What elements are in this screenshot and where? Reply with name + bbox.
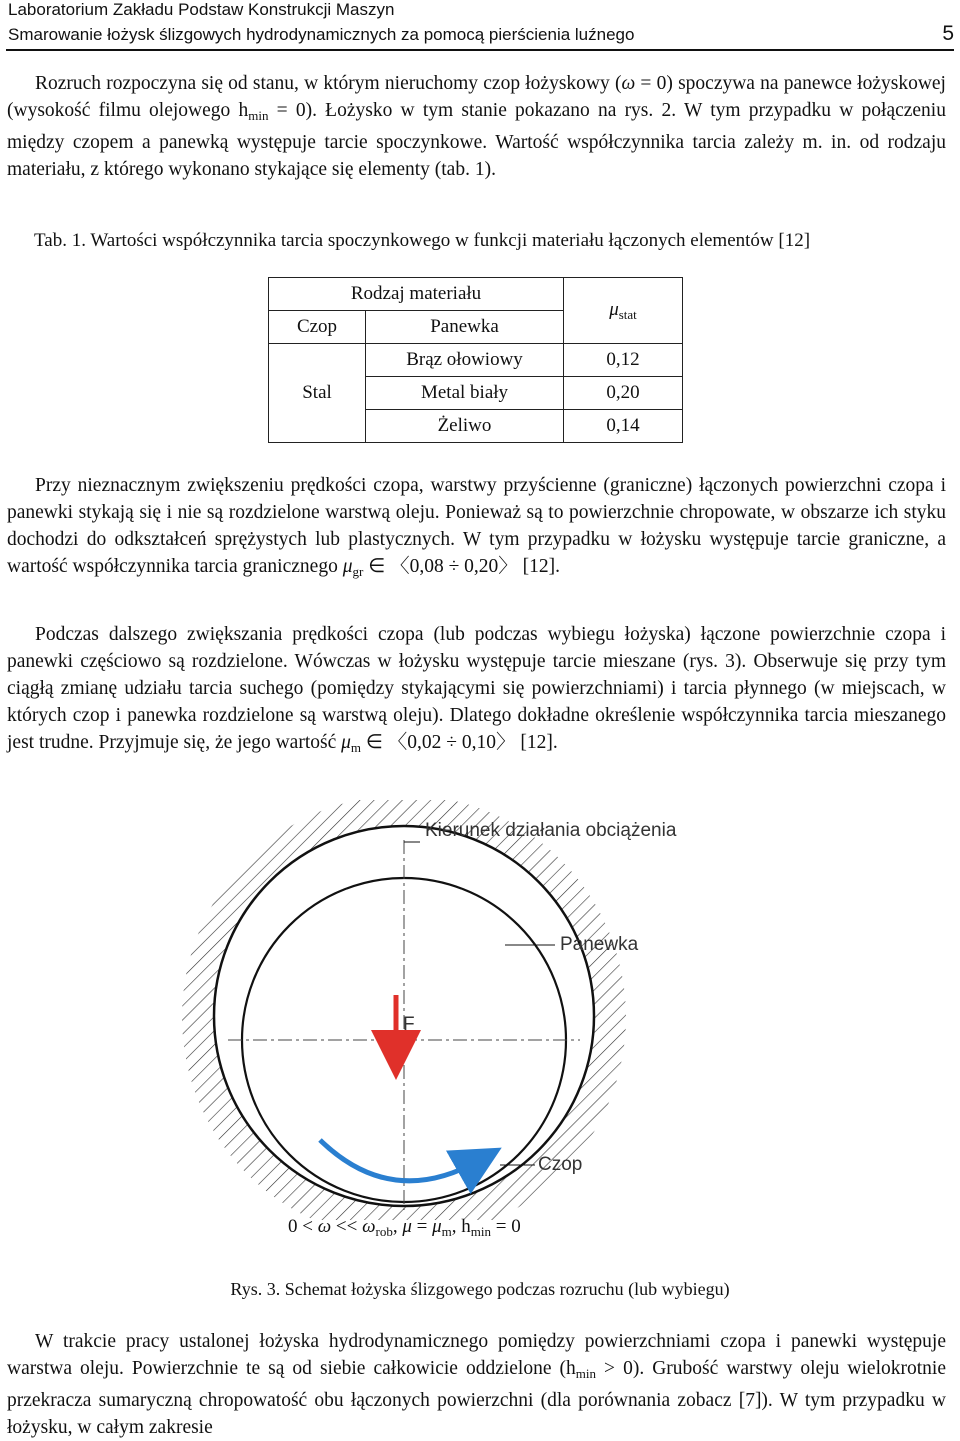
header-subtitle: Smarowanie łożysk ślizgowych hydrodynamicznych za pomocą pierścienia luźnego <box>8 25 635 44</box>
mu-gr-subscript: gr <box>352 564 364 579</box>
table-caption: Tab. 1. Wartości współczynnika tarcia spoczynkowego w funkcji materiału łączonych elementów [12] <box>34 230 811 251</box>
formula-part: , h <box>451 1216 471 1237</box>
table-cell-panewka: Metal biały <box>366 377 564 410</box>
table-header-material: Rodzaj materiału <box>269 278 564 311</box>
paragraph-mixed-text-1: Podczas dalszego zwiększania prędkości czopa (lub podczas wybiegu łożyska) łączone powierzchnie czopa i panewki częściowo są rozdzielone. Wówczas w łożysku występuje tarcie mieszane (rys. 3). Obserwuje się przy tym ciągłą zmianę udziału tarcia suchego (pomiędzy stykającymi się powierzchniami) i tarcia płynnego (w miejscach, w których czop i panewka rozdzielone są warstwą oleju). Dlatego dokładne określenie współczynnika tarcia mieszanego jest trudne. Przyjmuje się, że jego wartość <box>7 624 946 753</box>
formula-part: = 0 <box>491 1216 521 1237</box>
paragraph-startup-text-1: Rozruch rozpoczyna się od stanu, w którym nieruchomy czop łożyskowy ( <box>35 73 622 94</box>
label-czop: Czop <box>538 1154 583 1175</box>
formula-part: << <box>331 1216 363 1237</box>
paragraph-startup-text-2: = 0) spoczywa na panewce łożyskowej (wysokość filmu olejowego h <box>7 73 946 121</box>
formula-part: , <box>392 1216 403 1237</box>
paragraph-boundary-text-2: ∈ 〈0,08 ÷ 0,20〉 [12]. <box>363 556 561 577</box>
table-cell-mu: 0,14 <box>564 410 683 443</box>
min-subscript: min <box>470 1224 492 1239</box>
table-cell-panewka: Żeliwo <box>366 410 564 443</box>
rob-subscript: rob <box>375 1224 393 1239</box>
table-cell-panewka: Brąz ołowiowy <box>366 344 564 377</box>
mu-symbol: μ <box>432 1216 442 1237</box>
table-cell-czop: Stal <box>269 344 366 443</box>
formula-part: = <box>411 1216 433 1237</box>
table-header-mu <box>564 278 683 344</box>
mu-symbol: μ <box>609 298 619 320</box>
mu-m-subscript: m <box>350 740 362 755</box>
table-cell-mu: 0,12 <box>564 344 683 377</box>
hmin-subscript: min <box>575 1366 597 1381</box>
mu-m-symbol: μ <box>341 732 351 753</box>
label-load-direction: Kierunek działania obciążenia <box>425 820 677 841</box>
friction-table <box>268 277 683 443</box>
table-cell-mu: 0,20 <box>564 377 683 410</box>
header-divider <box>6 49 954 51</box>
page-number: 5 <box>942 22 954 45</box>
formula-part: 0 < <box>288 1216 318 1237</box>
bearing-diagram <box>0 800 960 1220</box>
paragraph-boundary-friction <box>7 472 946 585</box>
label-panewka: Panewka <box>560 934 639 955</box>
figure-caption: Rys. 3. Schemat łożyska ślizgowego podczas rozruchu (lub wybiegu) <box>230 1279 730 1299</box>
operating-condition-formula <box>288 1216 521 1240</box>
header-title: Laboratorium Zakładu Podstaw Konstrukcji Maszyn <box>8 0 395 19</box>
paragraph-boundary-text-1: Przy nieznacznym zwiększeniu prędkości czopa, warstwy przyścienne (graniczne) łączonych powierzchni czopa i panewki stykają się i nie są rozdzielone warstwą oleju. Ponieważ są to powierzchnie chropowate, w obszarze ich styku dochodzi do odkształceń sprężystych lub plastycznych. W tym przypadku w łożysku występuje tarcie graniczne, a wartość współczynnika tarcia granicznego <box>7 475 946 577</box>
paragraph-hydrodynamic-text-1: W trakcie pracy ustalonej łożyska hydrodynamicznego pomiędzy powierzchniami czopa i panewki występuje warstwa oleju. Powierzchnie te są od siebie całkowicie oddzielone (h <box>7 1331 946 1379</box>
table-row <box>269 344 683 377</box>
omega-symbol: ω <box>621 73 636 94</box>
mu-gr-symbol: μ <box>342 556 353 577</box>
omega-symbol: ω <box>362 1216 376 1237</box>
m-subscript: m <box>441 1224 452 1239</box>
paragraph-startup-text-3: = 0). Łożysko w tym stanie pokazano na rys. 2. W tym przypadku w połączeniu między czopem a panewką występuje tarcie spoczynkowe. Wartość współczynnika tarcia zależy m. in. od rodzaju materiału, z którego wykonano stykające się elementy (tab. 1). <box>7 100 946 180</box>
paragraph-hydrodynamic-text-2: > 0). Grubość warstwy oleju wielokrotnie przekracza sumaryczną chropowatość obu łączonych powierzchni (dla porównania zobacz [7]). W tym przypadku w łożysku, w całym zakresie <box>7 1358 946 1438</box>
table-header-czop: Czop <box>269 311 366 344</box>
paragraph-mixed-text-2: ∈ 〈0,02 ÷ 0,10〉 [12]. <box>361 732 558 753</box>
mu-symbol: μ <box>402 1216 412 1237</box>
hmin-subscript: min <box>248 108 269 123</box>
omega-symbol: ω <box>317 1216 332 1237</box>
label-force: F <box>403 1014 415 1035</box>
paragraph-mixed-friction <box>7 621 946 761</box>
table-header-panewka: Panewka <box>366 311 564 344</box>
paragraph-startup <box>7 70 946 183</box>
mu-stat-subscript: stat <box>618 306 637 322</box>
paragraph-hydrodynamic <box>7 1328 946 1441</box>
